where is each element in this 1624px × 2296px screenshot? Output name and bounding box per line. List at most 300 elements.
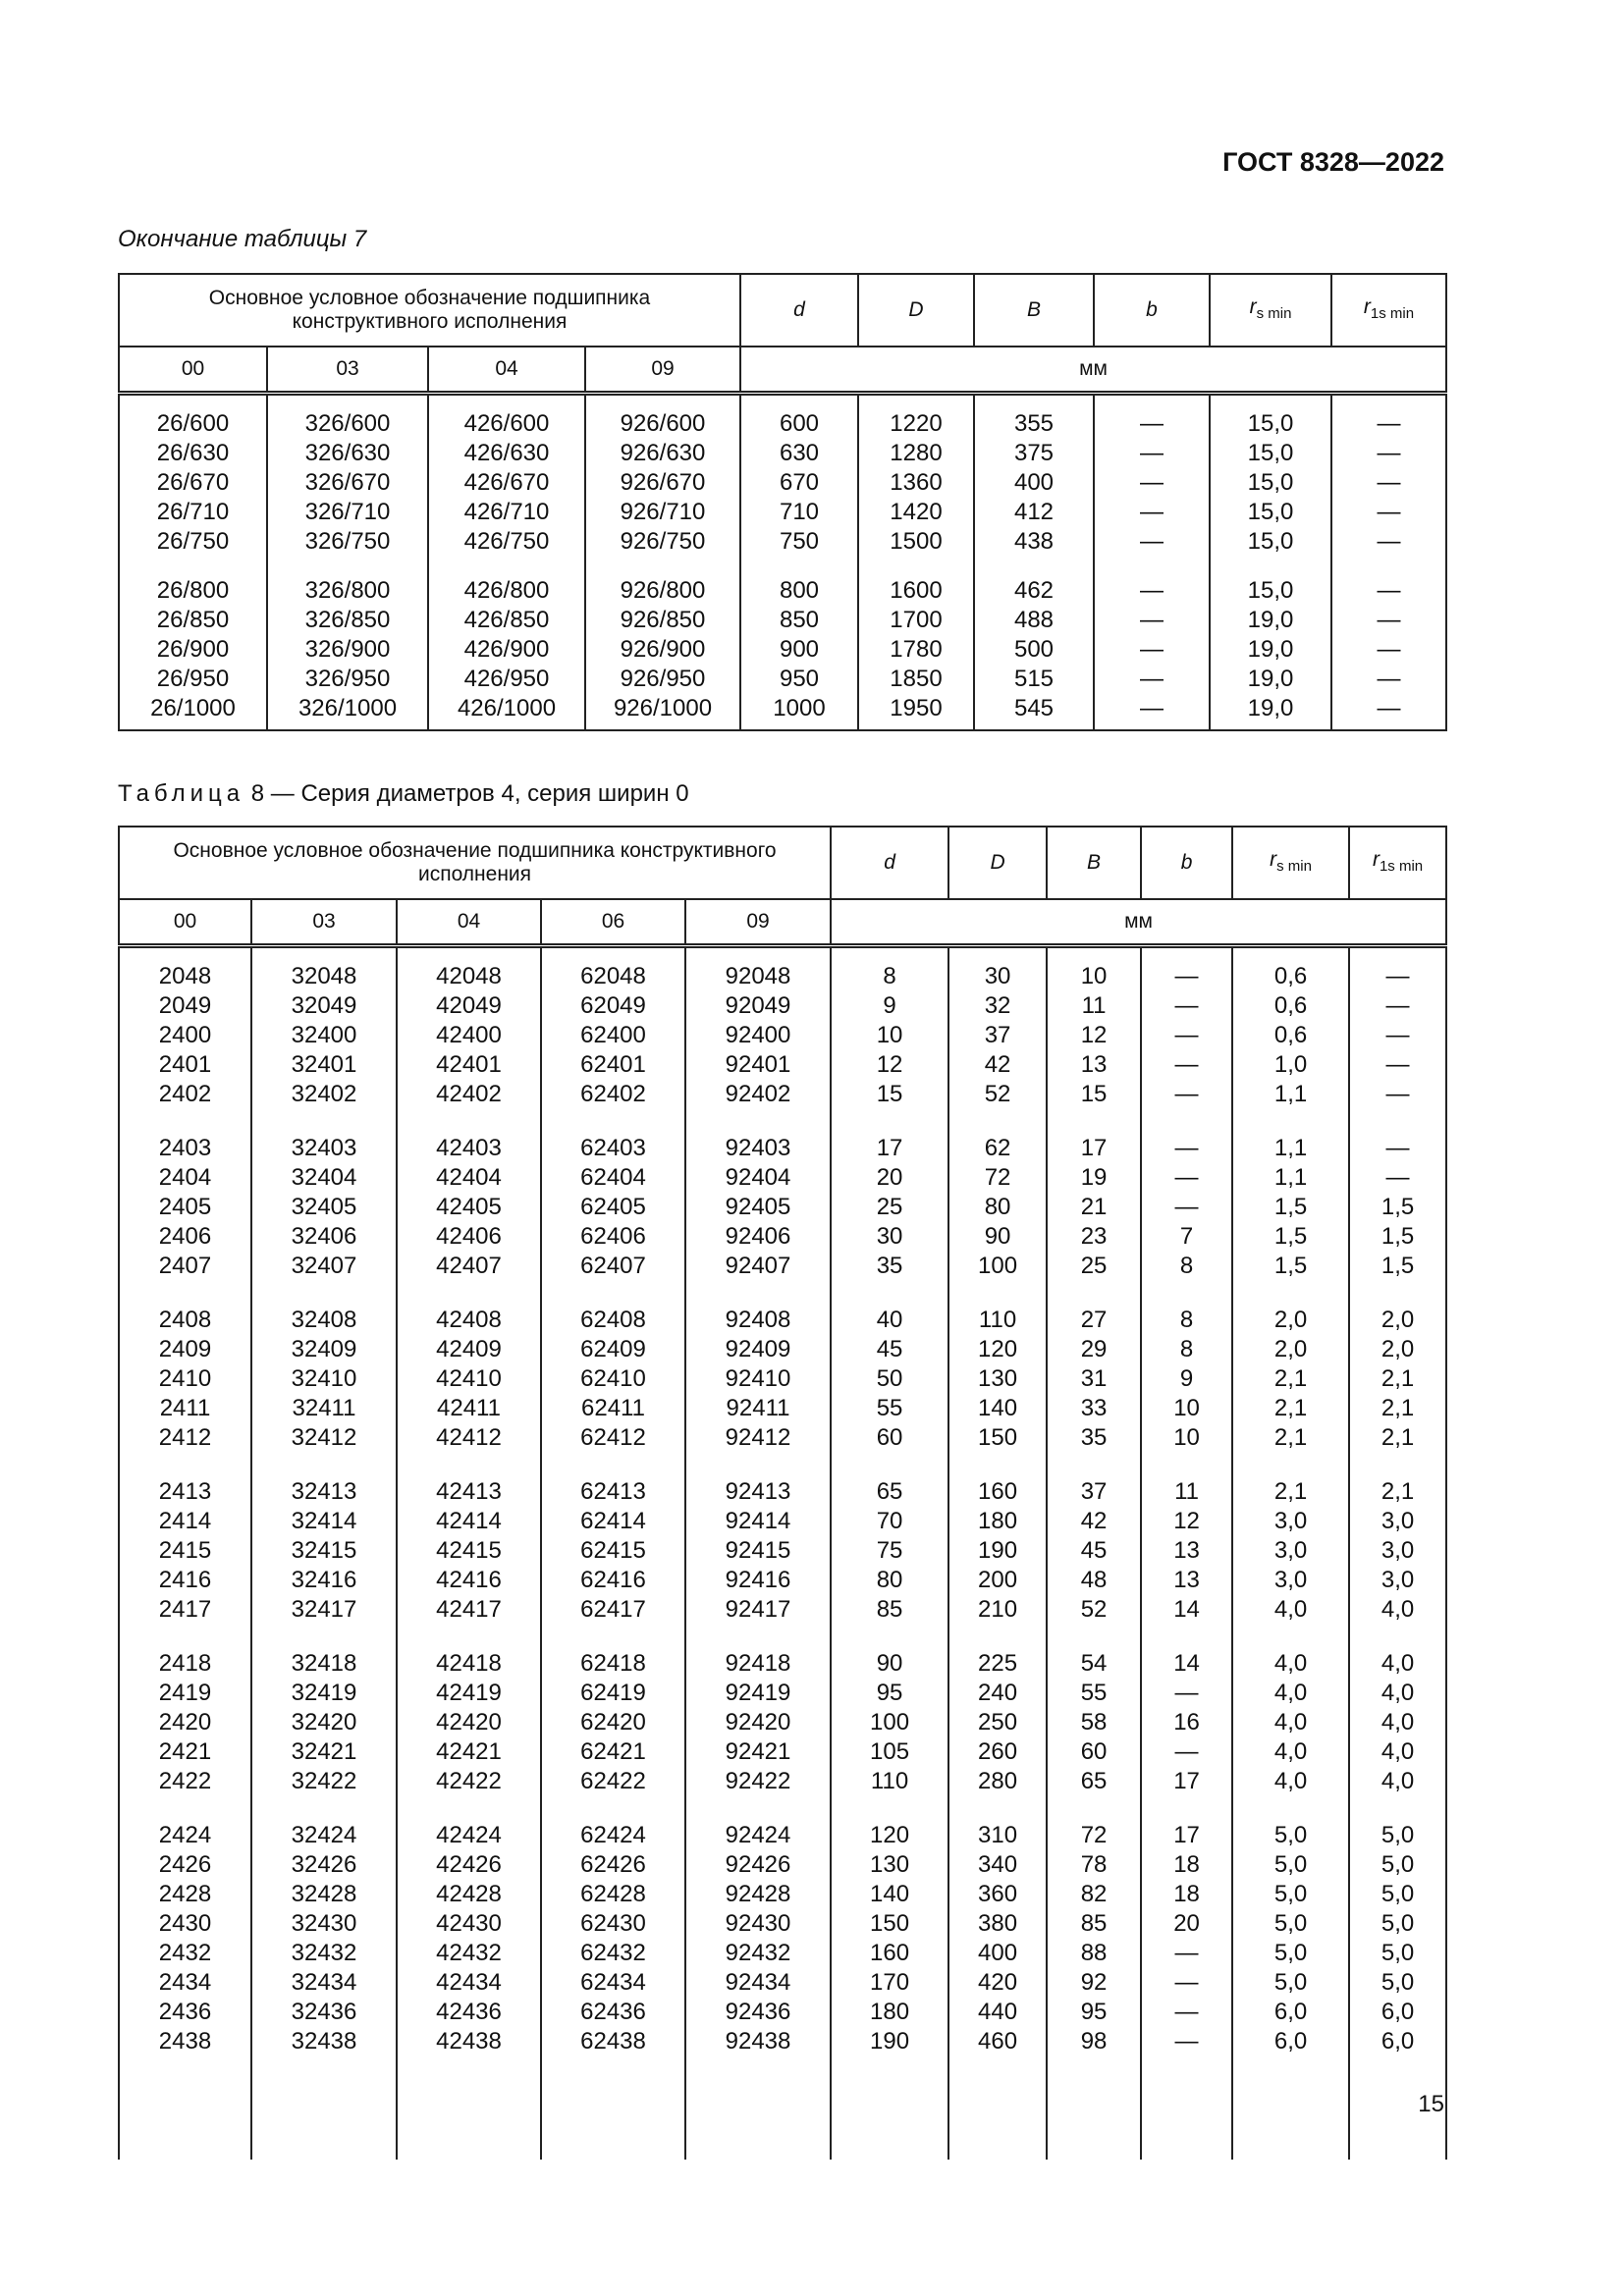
- table-cell: 8: [1179, 1253, 1194, 1279]
- table-cell: 42414: [436, 1508, 502, 1534]
- table-cell: 72: [984, 1164, 1011, 1191]
- table-cell: 2417: [158, 1596, 212, 1623]
- table-cell: 5,0: [1273, 1851, 1308, 1878]
- table-cell: 2426: [158, 1851, 212, 1878]
- table-cell: 32428: [291, 1881, 357, 1907]
- table-cell: —: [1377, 440, 1401, 466]
- table-cell: 310: [978, 1822, 1018, 1848]
- table-cell: 5,0: [1380, 1851, 1415, 1878]
- table7-unit: мм: [740, 347, 1446, 394]
- table-cell: 2402: [158, 1081, 212, 1107]
- table-cell: 180: [978, 1508, 1018, 1534]
- table-cell: 27: [1080, 1307, 1108, 1333]
- table-cell: —: [1385, 963, 1410, 989]
- table-cell: 78: [1080, 1851, 1108, 1878]
- table-cell: 10: [876, 1022, 903, 1048]
- table-cell: 380: [978, 1910, 1018, 1937]
- table-cell: 0,6: [1273, 963, 1308, 989]
- table-cell: 92406: [725, 1223, 791, 1250]
- table8-header-main: Основное условное обозначение подшипника конструктивного исполнения: [119, 827, 831, 899]
- table-cell: 2436: [158, 1999, 212, 2025]
- table-cell: 2,1: [1273, 1365, 1308, 1392]
- table-cell: 438: [1013, 528, 1055, 555]
- group-gap: [1142, 1109, 1231, 1134]
- table-cell: 2430: [158, 1910, 212, 1937]
- table-cell: 92048: [725, 963, 791, 989]
- table-cell: 20: [876, 1164, 903, 1191]
- table-cell: 150: [870, 1910, 910, 1937]
- table-cell: 400: [978, 1940, 1018, 1966]
- table-cell: 2419: [158, 1680, 212, 1706]
- table-cell: 105: [870, 1738, 910, 1765]
- table-cell: 160: [870, 1940, 910, 1966]
- table8-header-d: d: [831, 827, 948, 899]
- table-cell: 326/630: [304, 440, 391, 466]
- table-cell: 7: [1179, 1223, 1194, 1250]
- group-gap: [949, 1109, 1046, 1134]
- group-gap: [542, 1796, 684, 1821]
- table-cell: 92415: [725, 1537, 791, 1564]
- table-cell: 42418: [436, 1650, 502, 1677]
- group-gap: [1142, 1281, 1231, 1306]
- table-cell: 32411: [292, 1395, 356, 1421]
- table-cell: 15,0: [1247, 499, 1294, 525]
- table8-unit: мм: [831, 899, 1446, 946]
- table-cell: 600: [779, 410, 820, 437]
- table-cell: 100: [978, 1253, 1018, 1279]
- page-number: 15: [1418, 2091, 1444, 2117]
- table-cell: 92416: [725, 1567, 791, 1593]
- table-cell: 37: [984, 1022, 1011, 1048]
- table-cell: 92428: [725, 1881, 791, 1907]
- table-cell: 55: [876, 1395, 903, 1421]
- group-gap: [1350, 1281, 1445, 1306]
- table-cell: —: [1140, 469, 1164, 496]
- table-cell: 42400: [436, 1022, 502, 1048]
- table-cell: 75: [876, 1537, 903, 1564]
- table-cell: 37: [1080, 1478, 1108, 1505]
- table-cell: 32419: [291, 1680, 357, 1706]
- table-cell: 110: [870, 1768, 909, 1794]
- table-cell: 2410: [158, 1365, 212, 1392]
- table-cell: 1,5: [1273, 1223, 1308, 1250]
- group-gap: [949, 1796, 1046, 1821]
- group-gap: [1142, 1625, 1231, 1649]
- table-cell: 33: [1080, 1395, 1108, 1421]
- table-cell: 65: [876, 1478, 903, 1505]
- group-gap: [1350, 1796, 1445, 1821]
- group-gap: [1048, 1109, 1140, 1134]
- group-gap: [1095, 557, 1209, 576]
- table-cell: 32406: [291, 1223, 357, 1250]
- group-gap: [1350, 1109, 1445, 1134]
- table-cell: 92434: [725, 1969, 791, 1996]
- table-cell: 62407: [580, 1253, 646, 1279]
- group-gap: [1233, 1796, 1348, 1821]
- table-cell: 326/600: [304, 410, 391, 437]
- column-4: [740, 394, 858, 731]
- table-cell: 32414: [291, 1508, 357, 1534]
- table-cell: 80: [984, 1194, 1011, 1220]
- table-cell: 2,0: [1273, 1336, 1308, 1362]
- table-cell: 462: [1013, 577, 1055, 604]
- table-cell: 0,6: [1273, 992, 1308, 1019]
- table-cell: 5,0: [1273, 1822, 1308, 1848]
- table-cell: —: [1140, 695, 1164, 721]
- table-cell: 42: [1080, 1508, 1108, 1534]
- table-cell: 92419: [725, 1680, 791, 1706]
- table-cell: 1,5: [1273, 1253, 1308, 1279]
- table-cell: 326/850: [304, 607, 391, 633]
- table-cell: 2438: [158, 2028, 212, 2055]
- column-6: [974, 394, 1094, 731]
- table-cell: 10: [1173, 1395, 1200, 1421]
- table-cell: 2,1: [1380, 1365, 1415, 1392]
- table-cell: 545: [1013, 695, 1055, 721]
- table-cell: 45: [1080, 1537, 1108, 1564]
- group-gap: [398, 1281, 540, 1306]
- table-cell: 400: [1013, 469, 1055, 496]
- table-cell: 170: [870, 1969, 910, 1996]
- table-cell: 92424: [725, 1822, 791, 1848]
- table7-design-00: 00: [119, 347, 267, 394]
- group-gap: [1048, 1796, 1140, 1821]
- table-cell: —: [1174, 1022, 1199, 1048]
- table-cell: 42410: [436, 1365, 502, 1392]
- table-cell: —: [1174, 1969, 1199, 1996]
- table-cell: 62405: [580, 1194, 646, 1220]
- table-cell: 1,1: [1273, 1135, 1308, 1161]
- table-cell: 32: [984, 992, 1011, 1019]
- table-cell: 1,1: [1273, 1164, 1308, 1191]
- group-gap: [741, 557, 857, 576]
- table-cell: 4,0: [1380, 1650, 1415, 1677]
- table-cell: 26/710: [156, 499, 230, 525]
- table-cell: 2422: [158, 1768, 212, 1794]
- column-4: [685, 946, 831, 2161]
- table-cell: 18: [1173, 1851, 1200, 1878]
- table-cell: 6,0: [1380, 2028, 1415, 2055]
- table-cell: 21: [1080, 1194, 1108, 1220]
- table-cell: 62420: [580, 1709, 646, 1735]
- table-cell: 92402: [725, 1081, 791, 1107]
- table-cell: 62428: [580, 1881, 646, 1907]
- table-cell: 26/600: [156, 410, 230, 437]
- table8-caption: Таблица 8 — Серия диаметров 4, серия ширин 0: [118, 780, 689, 807]
- table-cell: 2408: [158, 1307, 212, 1333]
- column-7: [1094, 394, 1210, 731]
- table-cell: 23: [1080, 1223, 1108, 1250]
- column-8: [1210, 394, 1331, 731]
- table-cell: 32413: [291, 1478, 357, 1505]
- table-cell: —: [1174, 1051, 1199, 1078]
- table-cell: 62412: [580, 1424, 646, 1451]
- table-cell: 2,1: [1273, 1424, 1308, 1451]
- table-cell: 5,0: [1273, 1881, 1308, 1907]
- table-cell: 926/600: [620, 410, 706, 437]
- table-cell: 42406: [436, 1223, 502, 1250]
- table-cell: 26/950: [156, 666, 230, 692]
- group-gap: [1350, 1625, 1445, 1649]
- table-cell: 2049: [158, 992, 212, 1019]
- table-cell: 4,0: [1273, 1768, 1308, 1794]
- table-cell: —: [1377, 636, 1401, 663]
- table-cell: 1950: [890, 695, 943, 721]
- group-gap: [686, 1453, 830, 1477]
- table-cell: 120: [870, 1822, 910, 1848]
- table-cell: 62417: [580, 1596, 646, 1623]
- table-cell: 3,0: [1380, 1567, 1415, 1593]
- table-cell: —: [1385, 992, 1410, 1019]
- table-cell: 42407: [436, 1253, 502, 1279]
- group-gap: [252, 1625, 396, 1649]
- table-cell: 4,0: [1273, 1738, 1308, 1765]
- table-cell: 515: [1013, 666, 1055, 692]
- table-cell: 32412: [291, 1424, 357, 1451]
- table-cell: 426/850: [463, 607, 550, 633]
- table-cell: 35: [876, 1253, 903, 1279]
- table-cell: 62408: [580, 1307, 646, 1333]
- table-cell: 92401: [725, 1051, 791, 1078]
- table-cell: 100: [870, 1709, 910, 1735]
- table-cell: 2400: [158, 1022, 212, 1048]
- table-cell: 62401: [580, 1051, 646, 1078]
- table-cell: 62432: [580, 1940, 646, 1966]
- table-cell: 62416: [580, 1567, 646, 1593]
- table-cell: 19,0: [1247, 695, 1294, 721]
- table-cell: 52: [984, 1081, 1011, 1107]
- table-cell: 26/900: [156, 636, 230, 663]
- table-cell: 4,0: [1380, 1738, 1415, 1765]
- table-cell: 17: [1173, 1822, 1200, 1848]
- table-cell: 32417: [291, 1596, 357, 1623]
- table-cell: 62424: [580, 1822, 646, 1848]
- table7-header-rs: $r_{s min}$: [1210, 274, 1331, 347]
- table8: [118, 826, 1447, 2160]
- table-cell: 5,0: [1380, 1822, 1415, 1848]
- table-cell: 2404: [158, 1164, 212, 1191]
- group-gap: [686, 1796, 830, 1821]
- table-cell: 926/850: [620, 607, 706, 633]
- table-cell: 26/1000: [150, 695, 236, 721]
- table-cell: 426/630: [463, 440, 550, 466]
- table-cell: —: [1377, 499, 1401, 525]
- table-cell: 2401: [158, 1051, 212, 1078]
- group-gap: [542, 1453, 684, 1477]
- table-cell: 1500: [890, 528, 943, 555]
- table-cell: 26/850: [156, 607, 230, 633]
- table-cell: 62413: [580, 1478, 646, 1505]
- table-cell: 32404: [291, 1164, 357, 1191]
- table7: [118, 273, 1447, 731]
- table-cell: —: [1377, 469, 1401, 496]
- table-cell: 32401: [291, 1051, 357, 1078]
- table-cell: —: [1174, 1738, 1199, 1765]
- group-gap: [1233, 1109, 1348, 1134]
- table-cell: 2428: [158, 1881, 212, 1907]
- table-cell: 92: [1080, 1969, 1108, 1996]
- table-cell: 2424: [158, 1822, 212, 1848]
- table-cell: 488: [1013, 607, 1055, 633]
- table-cell: 19,0: [1247, 607, 1294, 633]
- table-cell: —: [1140, 666, 1164, 692]
- table8-design-04: 04: [397, 899, 541, 946]
- table-cell: 62438: [580, 2028, 646, 2055]
- group-gap: [832, 1796, 947, 1821]
- table-cell: 630: [779, 440, 820, 466]
- table-cell: 42049: [436, 992, 502, 1019]
- table-cell: 32049: [291, 992, 357, 1019]
- group-gap: [542, 1109, 684, 1134]
- group-gap: [859, 557, 973, 576]
- table-cell: 11: [1174, 1478, 1199, 1505]
- table-cell: 13: [1173, 1537, 1200, 1564]
- table-cell: 1420: [890, 499, 943, 525]
- table-cell: 42421: [436, 1738, 502, 1765]
- table-cell: 1000: [773, 695, 826, 721]
- group-gap: [429, 557, 584, 576]
- table-cell: 12: [1173, 1508, 1200, 1534]
- group-gap: [949, 1281, 1046, 1306]
- table-cell: —: [1174, 1680, 1199, 1706]
- table7-header-d: d: [740, 274, 858, 347]
- table7-header-B: B: [974, 274, 1094, 347]
- table-cell: 5,0: [1380, 1881, 1415, 1907]
- table-cell: 13: [1173, 1567, 1200, 1593]
- table-cell: 150: [978, 1424, 1018, 1451]
- table-cell: 54: [1080, 1650, 1108, 1677]
- table-cell: 29: [1080, 1336, 1108, 1362]
- table8-design-03: 03: [251, 899, 397, 946]
- table8-header-B: B: [1047, 827, 1141, 899]
- table-cell: 92407: [725, 1253, 791, 1279]
- table-cell: —: [1140, 607, 1164, 633]
- table-cell: 42048: [436, 963, 502, 989]
- table-cell: 42411: [437, 1395, 501, 1421]
- table-cell: 2406: [158, 1223, 212, 1250]
- group-gap: [1048, 1625, 1140, 1649]
- group-gap: [1233, 1453, 1348, 1477]
- table-cell: 92410: [725, 1365, 791, 1392]
- group-gap: [1233, 1281, 1348, 1306]
- table-cell: —: [1174, 1940, 1199, 1966]
- table-cell: 2,1: [1380, 1478, 1415, 1505]
- table-cell: 5,0: [1273, 1940, 1308, 1966]
- table-cell: 14: [1173, 1596, 1200, 1623]
- table-cell: 280: [978, 1768, 1018, 1794]
- table-cell: 92405: [725, 1194, 791, 1220]
- table-cell: 426/710: [463, 499, 550, 525]
- group-gap: [1211, 557, 1330, 576]
- table-cell: 750: [779, 528, 820, 555]
- table-cell: 1,5: [1380, 1253, 1415, 1279]
- table-cell: 6,0: [1273, 1999, 1308, 2025]
- table-cell: 32048: [291, 963, 357, 989]
- column-6: [948, 946, 1047, 2161]
- table-cell: 32430: [291, 1910, 357, 1937]
- table-cell: 92404: [725, 1164, 791, 1191]
- table-cell: 32410: [291, 1365, 357, 1392]
- table-cell: —: [1385, 1022, 1410, 1048]
- group-gap: [120, 1109, 250, 1134]
- table-cell: 1,5: [1380, 1223, 1415, 1250]
- table-cell: 92426: [725, 1851, 791, 1878]
- table-cell: 17: [1173, 1768, 1200, 1794]
- table-cell: 32432: [291, 1940, 357, 1966]
- group-gap: [686, 1625, 830, 1649]
- table-cell: 42436: [436, 1999, 502, 2025]
- group-gap: [949, 1625, 1046, 1649]
- table-cell: 42: [984, 1051, 1011, 1078]
- table-cell: 500: [1013, 636, 1055, 663]
- table-cell: 45: [876, 1336, 903, 1362]
- table-cell: 326/710: [304, 499, 391, 525]
- table-cell: —: [1385, 1164, 1410, 1191]
- table8-header-D: D: [948, 827, 1047, 899]
- group-gap: [120, 1281, 250, 1306]
- table-cell: 1280: [890, 440, 943, 466]
- table-cell: —: [1377, 410, 1401, 437]
- table-cell: 92403: [725, 1135, 791, 1161]
- column-2: [397, 946, 541, 2161]
- table-cell: 92432: [725, 1940, 791, 1966]
- column-2: [428, 394, 585, 731]
- table-cell: 1600: [890, 577, 943, 604]
- table-cell: 3,0: [1273, 1537, 1308, 1564]
- table-cell: 14: [1173, 1650, 1200, 1677]
- table-cell: 120: [978, 1336, 1018, 1362]
- table-cell: 6,0: [1273, 2028, 1308, 2055]
- table-cell: 62400: [580, 1022, 646, 1048]
- table-cell: 55: [1080, 1680, 1108, 1706]
- table-cell: —: [1140, 499, 1164, 525]
- table-cell: 19: [1080, 1164, 1108, 1191]
- group-gap: [1233, 1625, 1348, 1649]
- table-cell: 926/800: [620, 577, 706, 604]
- table-cell: 2,0: [1380, 1336, 1415, 1362]
- table-cell: 2415: [158, 1537, 212, 1564]
- table-cell: 326/900: [304, 636, 391, 663]
- table-cell: 62404: [580, 1164, 646, 1191]
- table-cell: 32438: [291, 2028, 357, 2055]
- table-cell: 375: [1013, 440, 1055, 466]
- group-gap: [1048, 1281, 1140, 1306]
- group-gap: [832, 1281, 947, 1306]
- table-cell: 4,0: [1380, 1596, 1415, 1623]
- table-cell: —: [1174, 963, 1199, 989]
- table-cell: 92418: [725, 1650, 791, 1677]
- table-cell: 15,0: [1247, 577, 1294, 604]
- table-cell: —: [1385, 1081, 1410, 1107]
- table-cell: 92421: [725, 1738, 791, 1765]
- table-cell: 42405: [436, 1194, 502, 1220]
- table7-body: [119, 394, 1446, 731]
- table-cell: 926/900: [620, 636, 706, 663]
- table-cell: 420: [978, 1969, 1018, 1996]
- table-cell: 670: [779, 469, 820, 496]
- table-cell: 82: [1080, 1881, 1108, 1907]
- group-gap: [120, 557, 266, 576]
- group-gap: [832, 1625, 947, 1649]
- table-cell: 32436: [291, 1999, 357, 2025]
- table-cell: 26/750: [156, 528, 230, 555]
- table-cell: 98: [1080, 2028, 1108, 2055]
- table-cell: 2420: [158, 1709, 212, 1735]
- table-cell: 32424: [291, 1822, 357, 1848]
- table-cell: 360: [978, 1881, 1018, 1907]
- table-cell: 15,0: [1247, 410, 1294, 437]
- table-cell: 1,5: [1380, 1194, 1415, 1220]
